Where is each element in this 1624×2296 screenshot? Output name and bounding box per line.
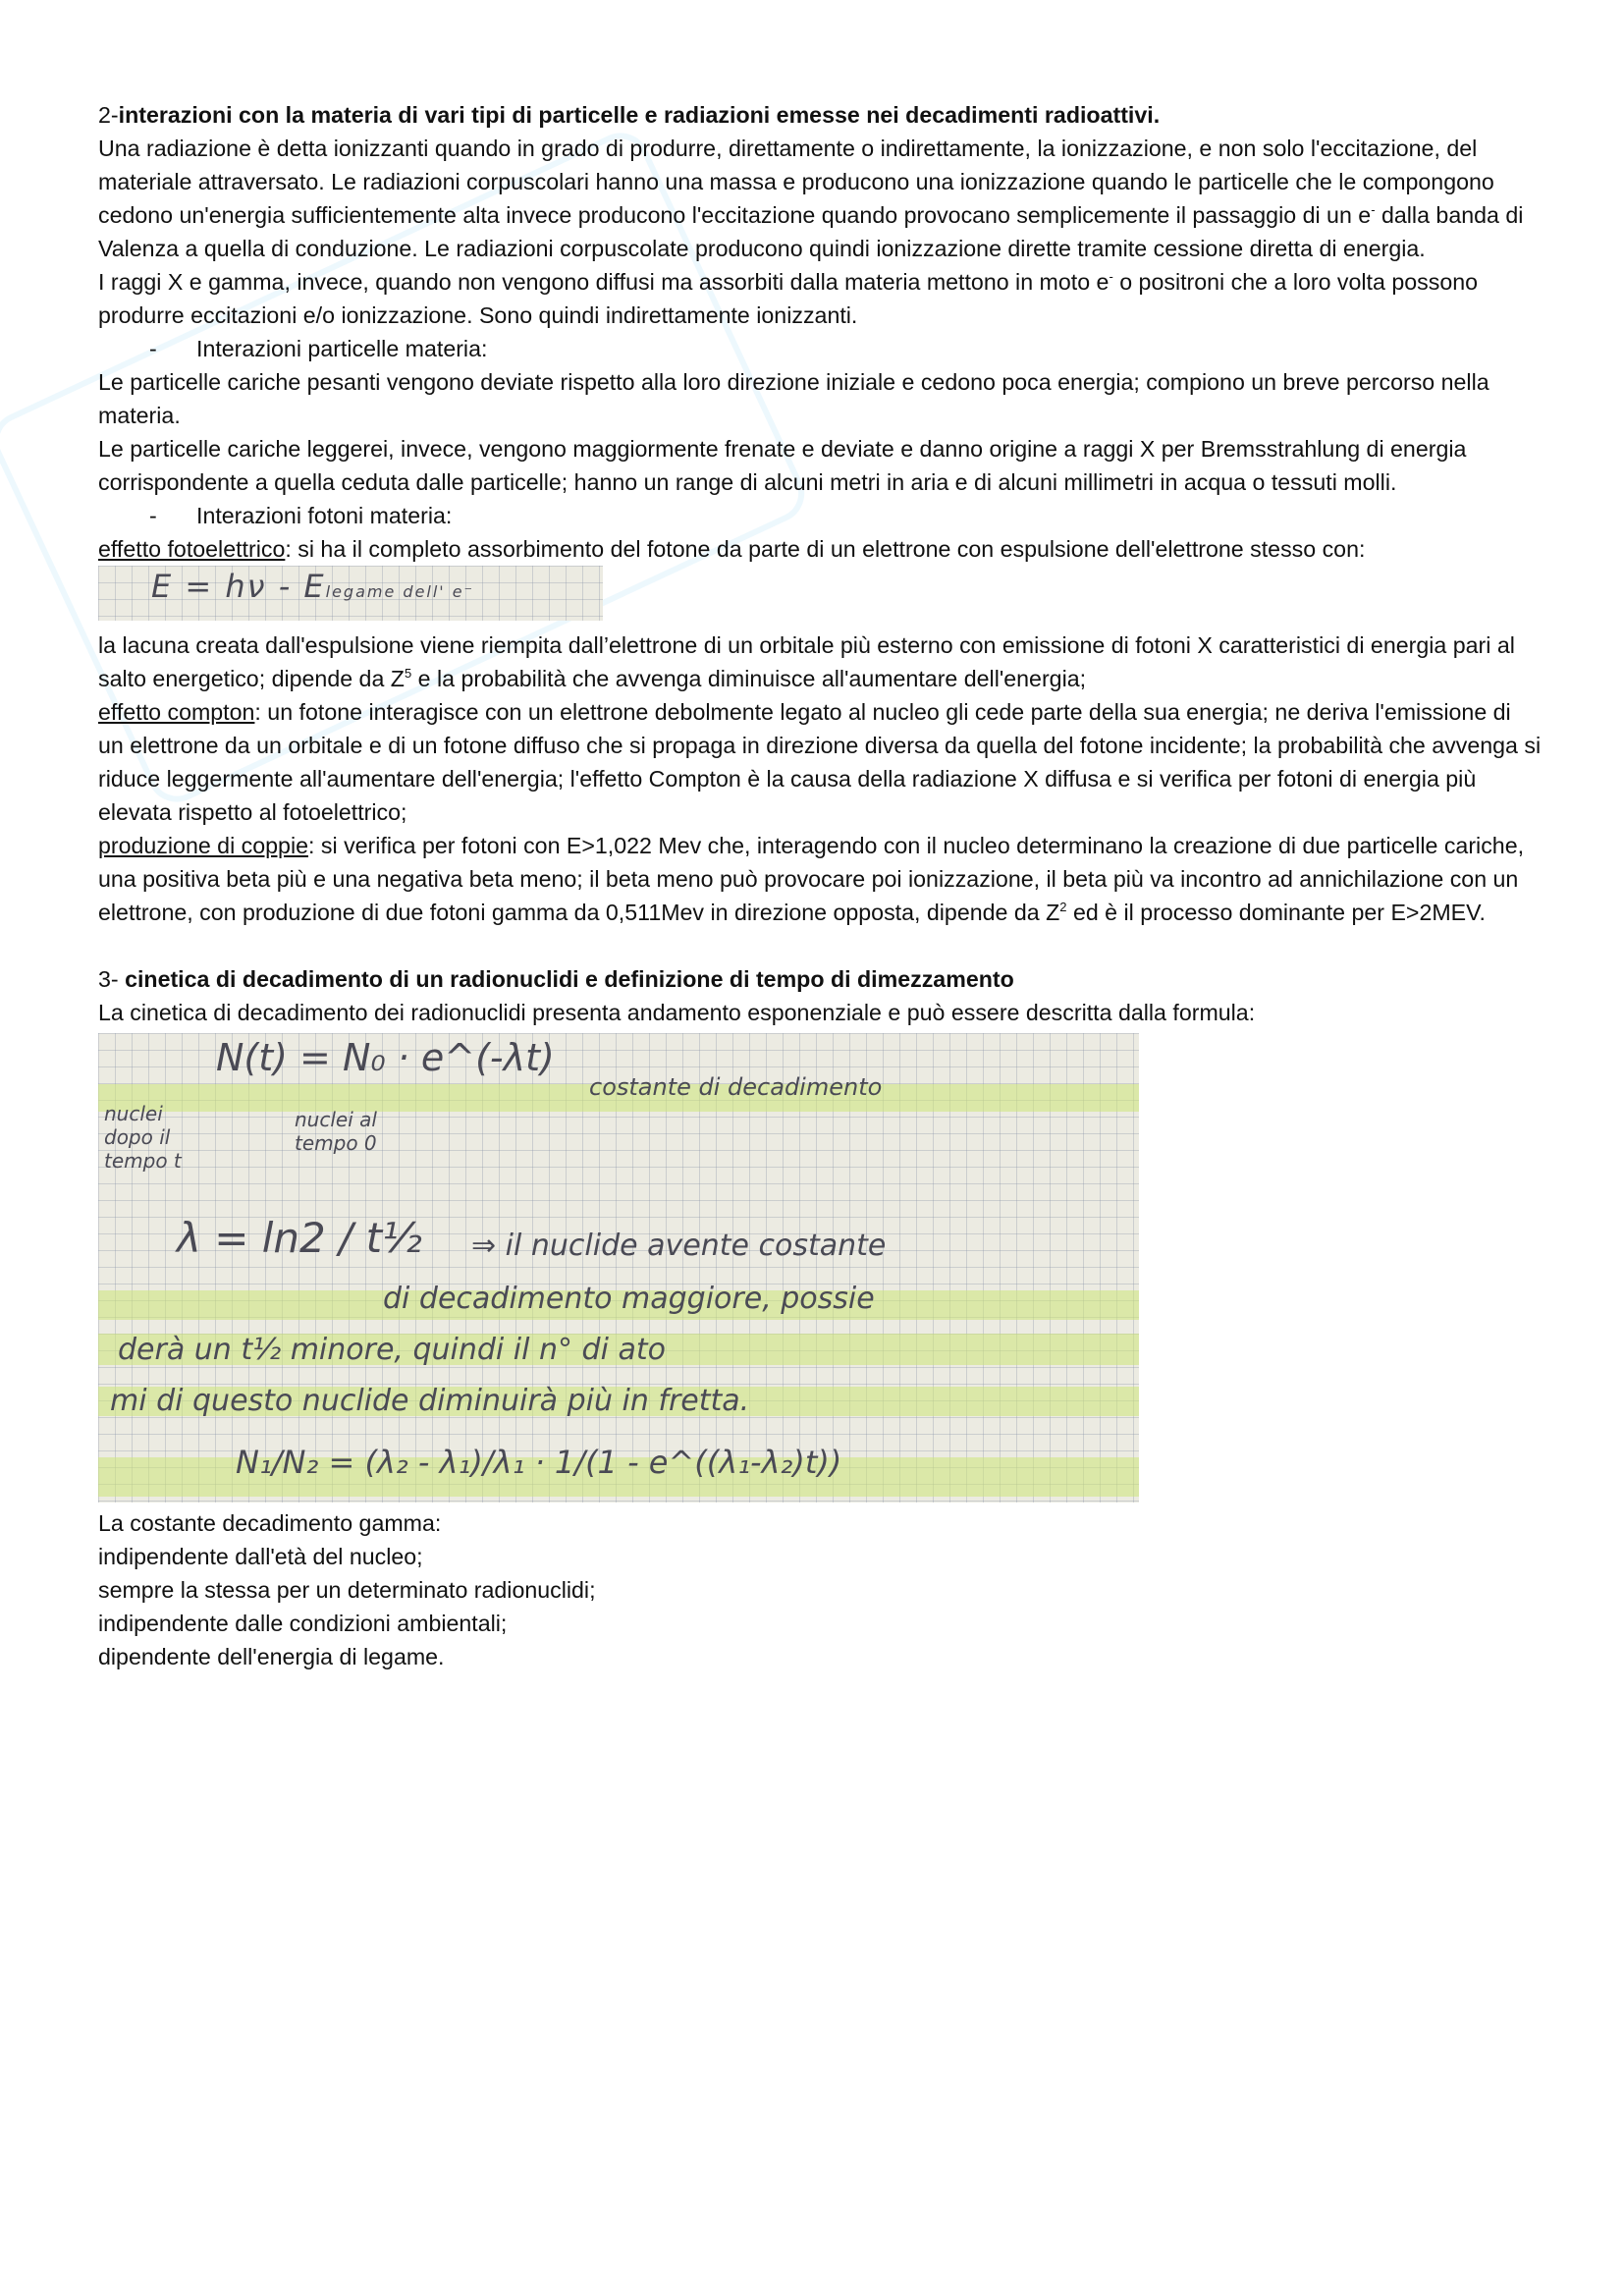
note-line: nuclei dopo il tempo t — [104, 1102, 182, 1173]
list-item: dipendente dell'energia di legame. — [98, 1644, 445, 1669]
paragraph: Una radiazione è detta ionizzanti quando in grado di produrre, direttamente o indirettamente, la ionizzazione, e non solo l'eccitazione, del materiale attraversato. Le radiazioni corpuscolari hanno una massa e producono una ionizzazione quando le particelle che le compongono cedono un'energia sufficientemente alta invece producono l'eccitazione quando provocano semplicemente il passaggio di un e- dalla banda di Valenza a quella di conduzione. Le radiazioni corpuscolate producono quindi ionizzazione dirette tramite cessione diretta di energia. — [98, 136, 1524, 261]
section-2-heading: 2-interazioni con la materia di vari tipi di particelle e radiazioni emesse nei decadimenti radioattivi. — [98, 102, 1161, 128]
list-item: sempre la stessa per un determinato radionuclidi; — [98, 1577, 596, 1603]
note-line: nuclei al tempo 0 — [295, 1108, 377, 1155]
term-coppie: produzione di coppie — [98, 833, 308, 858]
note-line: costante di decadimento — [589, 1073, 883, 1101]
paragraph: La cinetica di decadimento dei radionuclidi presenta andamento esponenziale e può essere descritta dalla formula: — [98, 1000, 1256, 1025]
note-line: N₁/N₂ = (λ₂ - λ₁)/λ₁ · 1/(1 - e^((λ₁-λ₂)t)) — [236, 1444, 842, 1481]
section-3-heading: 3- cinetica di decadimento di un radionuclidi e definizione di tempo di dimezzamento — [98, 966, 1014, 992]
paragraph: Le particelle cariche pesanti vengono deviate rispetto alla loro direzione iniziale e cedono poca energia; compiono un breve percorso nella materia. — [98, 369, 1489, 428]
list-title: La costante decadimento gamma: — [98, 1510, 442, 1536]
term-fotoelettrico: effetto fotoelettrico — [98, 536, 286, 562]
handwritten-notes-image — [98, 1033, 1139, 1503]
list-item: indipendente dall'età del nucleo; — [98, 1544, 423, 1569]
document-page — [98, 98, 1542, 1673]
note-line: derà un t½ minore, quindi il n° di ato — [118, 1333, 666, 1367]
bullet-item: - Interazioni particelle materia: — [149, 336, 488, 361]
paragraph: effetto compton: un fotone interagisce con un elettrone debolmente legato al nucleo gli cede parte della sua energia; ne deriva l'emissione di un elettrone da un orbitale e di un fotone diffuso che si propaga in direzione diversa da quella del fotone incidente; la probabilità che avvenga si riduce leggermente all'aumentare dell'energia; l'effetto Compton è la causa della radiazione X diffusa e si verifica per fotoni di energia più elevata rispetto al fotoelettrico; — [98, 699, 1542, 825]
note-line: ⇒ il nuclide avente costante — [471, 1229, 887, 1263]
paragraph: la lacuna creata dall'espulsione viene riempita dall’elettrone di un orbitale più esterno con emissione di fotoni X caratteristici di energia pari al salto energetico; dipende da $Z^5$ e la probabilità che avvenga diminuisce all'aumentare dell'energia; — [98, 632, 1515, 691]
note-line: di decadimento maggiore, possie — [383, 1282, 875, 1316]
term-compton: effetto compton — [98, 699, 255, 725]
handwritten-formula-image — [98, 566, 603, 621]
paragraph: Le particelle cariche leggerei, invece, vengono maggiormente frenate e deviate e danno origine a raggi X per Bremsstrahlung di energia corrispondente a quella ceduta dalle particelle; hanno un range di alcuni metri in aria e di alcuni millimetri in acqua o tessuti molli. — [98, 436, 1467, 495]
paragraph: produzione di coppie: si verifica per fotoni con E>1,022 Mev che, interagendo con il nucleo determinano la creazione di due particelle cariche, una positiva beta più e una negativa beta meno; il beta meno può provocare poi ionizzazione, il beta più va incontro ad annichilazione con un elettrone, con produzione di due fotoni gamma da 0,511Mev in direzione opposta, dipende da $Z^2$ ed è il processo dominante per E>2MEV. — [98, 833, 1525, 925]
note-line: N(t) = N₀ · e^(-λt) — [216, 1036, 555, 1079]
formula-text: E = hν - E — [151, 568, 326, 605]
note-line: mi di questo nuclide diminuirà più in fretta. — [110, 1384, 750, 1418]
paragraph: I raggi X e gamma, invece, quando non vengono diffusi ma assorbiti dalla materia mettono in moto e- o positroni che a loro volta possono produrre eccitazioni e/o ionizzazione. Sono quindi indirettamente ionizzanti. — [98, 269, 1479, 328]
list-item: indipendente dalle condizioni ambientali; — [98, 1611, 508, 1636]
bullet-item: - Interazioni fotoni materia: — [149, 503, 453, 528]
formula-subscript: legame dell' e⁻ — [325, 582, 475, 601]
paragraph: effetto fotoelettrico: si ha il completo assorbimento del fotone da parte di un elettrone con espulsione dell'elettrone stesso con: — [98, 536, 1366, 562]
note-line: λ = ln2 / t½ — [177, 1214, 422, 1262]
